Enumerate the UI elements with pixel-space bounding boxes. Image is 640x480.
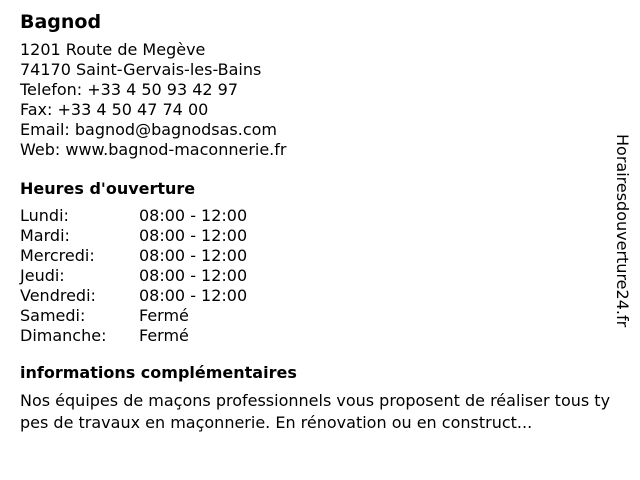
email-line: Email: bagnod@bagnodsas.com bbox=[20, 120, 278, 139]
time-value: 08:00 - 12:00 bbox=[139, 206, 248, 225]
site-watermark: Horairesdouverture24.fr bbox=[613, 134, 632, 328]
hours-heading: Heures d'ouverture bbox=[20, 179, 196, 198]
time-value: 08:00 - 12:00 bbox=[139, 266, 248, 285]
street-address: 1201 Route de Megève bbox=[20, 40, 206, 59]
day-label: Mercredi: bbox=[20, 246, 95, 265]
phone-line: Telefon: +33 4 50 93 42 97 bbox=[20, 80, 239, 99]
day-label: Samedi: bbox=[20, 306, 86, 325]
hours-row-jeudi bbox=[20, 266, 620, 286]
time-value: 08:00 - 12:00 bbox=[139, 226, 248, 245]
day-label: Dimanche: bbox=[20, 326, 107, 345]
hours-row-dimanche bbox=[20, 326, 620, 346]
hours-row-mardi bbox=[20, 226, 620, 246]
business-card bbox=[20, 8, 620, 434]
hours-row-lundi bbox=[20, 206, 620, 226]
hours-table bbox=[20, 206, 620, 346]
hours-row-mercredi bbox=[20, 246, 620, 266]
day-label: Vendredi: bbox=[20, 286, 96, 305]
time-value: Fermé bbox=[139, 306, 189, 325]
company-name: Bagnod bbox=[20, 11, 102, 33]
web-line: Web: www.bagnod-maconnerie.fr bbox=[20, 140, 287, 159]
time-value: 08:00 - 12:00 bbox=[139, 286, 248, 305]
info-description: Nos équipes de maçons professionnels vous proposent de réaliser tous types de travaux en maçonnerie. En rénovation ou en construct... bbox=[20, 391, 611, 432]
info-heading: informations complémentaires bbox=[20, 363, 297, 382]
city-line: 74170 Saint-Gervais-les-Bains bbox=[20, 60, 262, 79]
hours-row-vendredi bbox=[20, 286, 620, 306]
day-label: Mardi: bbox=[20, 226, 70, 245]
day-label: Jeudi: bbox=[20, 266, 65, 285]
time-value: Fermé bbox=[139, 326, 189, 345]
hours-row-samedi bbox=[20, 306, 620, 326]
fax-line: Fax: +33 4 50 47 74 00 bbox=[20, 100, 209, 119]
time-value: 08:00 - 12:00 bbox=[139, 246, 248, 265]
day-label: Lundi: bbox=[20, 206, 69, 225]
contact-block bbox=[20, 40, 620, 160]
